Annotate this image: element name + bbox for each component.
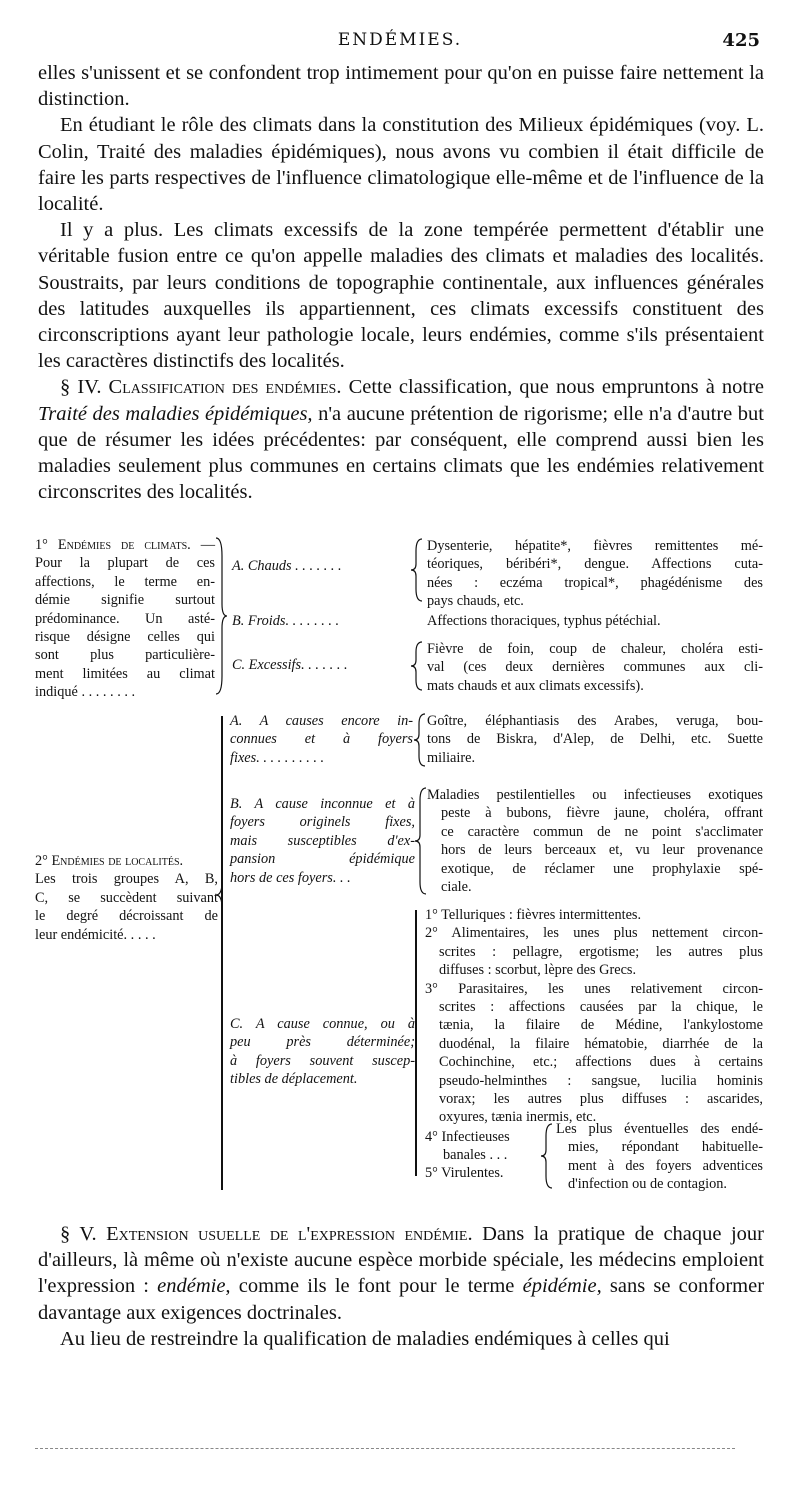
locality-c-note-brace [540,1122,554,1190]
section-4-heading: § IV. Classification des endémies. [60,376,342,399]
disease-line: miliaire. [427,749,476,766]
locality-c-brace-rule [415,910,417,1176]
body-text-bottom [38,1221,764,1352]
locality-b-diseases [427,786,763,896]
disease-line: 1° Telluriques : fièvres intermittentes. [425,907,642,923]
paragraph-3: Il y a plus. Les climats excessifs de la zone tempérée permettent d'établir une véritable fusion entre ce qu'on appelle maladies des climats et maladies des localités. Soustraits, par leurs conditions de topographie continentale, aux influences générales des latitudes auxquelles ils appartiennent, ces climats excessifs constituent des circonscriptions ayant leur pathologie locale, leurs endémies, comme s'ils présentaient les caractères distinctifs des localités. [38,219,764,373]
disease-line: Goître, éléphantiasis des Arabes, veruga, bou- [427,713,763,729]
group-2-brace-tip [214,880,224,910]
disease-line: tons de Biskra, d'Alep, de Delhi, etc. Suette [427,731,763,748]
disease-line: Fièvre de foin, coup de chaleur, choléra esti- [427,641,763,657]
group-1-line: démie signifie surtout [35,592,215,609]
note-line: ment à des foyers adventices [568,1157,763,1174]
section-5-italic-2: épidémie, [522,1275,602,1298]
paragraph-last: Au lieu de restreindre la qualification de maladies endémiques à celles qui [60,1327,670,1350]
paragraph-2: En étudiant le rôle des climats dans la constitution des Milieux épidémiques (voy. L. Colin, Traité des maladies épidémiques), nous avons vu combien il était difficile de faire les parts respectives de l'influence climatologique elle-même et de l'influence de la localité. [38,114,764,216]
paragraph-section-5 [38,1221,764,1326]
section-5-text-2: comme ils le font pour le terme [238,1275,515,1298]
section-4-title: Traité des maladies épidémiques, [38,402,313,425]
climate-excessive-diseases [427,640,763,695]
note-line: Les plus éventuelles des endé- [556,1121,763,1137]
section-5-italic-1: endémie, [157,1275,231,1298]
group-1-line: affections, le terme en- [35,573,215,590]
group-1-line: Pour la plupart de ces [35,555,215,572]
disease-line: Cochinchine, etc.; affections dues à certains [439,1054,763,1071]
header-title: ENDÉMIES. [337,30,463,50]
disease-line: hors de leurs berceaux et, vu leur provenance [441,842,763,859]
group-2-line: leur endémicité. . . . . [35,926,156,943]
group-1-line: sont plus particulière- [35,647,215,664]
body-text-top [38,60,764,505]
disease-line: nées : eczéma tropical*, phagédénisme des [427,574,763,591]
paragraph-1: elles s'unissent et se confondent trop intimement pour qu'on en puisse faire nettement la distinction. [38,62,764,111]
group-2-title: 2° Endémies de localités. [35,853,184,869]
locality-c-diseases [425,906,763,1127]
group-2-line: C, se succèdent suivant [35,889,218,906]
climate-hot-label: A. Chauds . . . . . . . [232,558,342,574]
climate-hot-brace [410,537,424,603]
locality-b-brace [414,786,428,896]
locality-a-brace [413,712,427,768]
locality-a-diseases [427,712,763,767]
running-header [0,30,800,54]
group-1-line: ment limitées au climat [35,665,215,682]
disease-line: peste à bubons, fièvre jaune, choléra, offrant [441,805,763,822]
section-4-text-a: Cette classification, que nous empruntons à notre [348,376,765,399]
disease-line: 3° Parasitaires, les unes relativement circon- [425,980,763,997]
disease-line: val (ces deux dernières communes aux cli- [427,659,763,676]
climate-excessive-brace [410,640,424,692]
climate-excessive-label: C. Excessifs. . . . . . . [232,657,348,673]
disease-line: diffuses : scorbut, lèpre des Grecs. [439,962,637,979]
section-5-heading: § V. Extension usuelle de l'expression endémie. [60,1223,473,1245]
disease-line: pseudo-helminthes : sangsue, lucilia hominis [439,1072,763,1089]
locality-c-label: C. A cause connue, ou à peu près déterminée; à foyers souvent suscep- tibles de déplacement. [230,1016,415,1088]
locality-c-note [556,1120,763,1194]
group-1-description [35,536,215,702]
note-line: d'infection ou de contagion. [568,1176,728,1193]
disease-line: vorax; les autres plus diffuses : ascarides, [439,1091,763,1108]
locality-c-item-4: 4° Infectieuses banales . . . [425,1129,510,1164]
note-line: mies, répondant habituelle- [568,1139,763,1156]
disease-line: scrites : affections causées par la chique, le [439,999,763,1016]
locality-b-label: B. A cause inconnue et à foyers originels fixes, mais susceptibles d'ex- pansion épidémique hors de ces foyers. . . [230,796,415,886]
disease-line: Maladies pestilentielles ou infectieuses exotiques [427,787,763,803]
disease-line: ce caractère commun de ne point s'acclimater [441,823,763,840]
group-2-brace-rule [221,716,223,1190]
group-1-line: risque désigne celles qui [35,629,215,646]
locality-c-item-5: 5° Virulentes. [425,1165,504,1181]
disease-line: tænia, la filaire de Médine, l'ankylostome [439,1017,763,1034]
page-number: 425 [722,30,760,51]
footer-dashed-line [35,1448,735,1449]
group-2-line: le degré décroissant de [35,908,218,925]
group-2-description [35,852,218,944]
disease-line: oxyures, tænia inermis, etc. [439,1109,597,1126]
section-5-text-1: Dans la pratique de chaque jour d'ailleurs, là même où n'existe aucune espèce morbide spéciale, les médecins emploient l'expression : [38,1223,764,1298]
climate-hot-diseases [427,537,763,611]
disease-line: Dysenterie, hépatite*, fièvres remittentes mé- [427,538,763,554]
section-4-text-b: n'a aucune prétention de rigorisme; elle n'a d'autre but que de résumer les idées précédentes: par conséquent, elle comprend aussi bien les maladies seulement plus communes en certains climats que les endémies relativement circonscrites des localités. [38,402,764,504]
disease-line: 2° Alimentaires, les unes plus nettement circon- [425,925,763,942]
disease-line: téoriques, béribéri*, dengue. Affections cuta- [427,556,763,573]
group-1-line: prédominance. Un asté- [35,610,215,627]
group-1-title: 1° Endémies de climats. — [35,537,215,553]
disease-line: scrites : pellagre, ergotisme; les autres plus [439,943,763,960]
paragraph-section-4 [38,374,764,505]
climate-cold-diseases: Affections thoraciques, typhus pétéchial. [427,613,661,629]
locality-a-label: A. A causes encore in- connues et à foyers fixes. . . . . . . . . . [230,713,413,766]
disease-line: pays chauds, etc. [427,593,524,610]
group-1-line: indiqué . . . . . . . . [35,684,136,701]
section-5-text-3: sans se conformer davantage aux exigences doctrinales. [38,1275,765,1324]
disease-line: ciale. [441,879,472,896]
climate-cold-label: B. Froids. . . . . . . . [232,613,340,629]
disease-line: duodénal, la filaire hématobie, diarrhée de la [439,1035,763,1052]
disease-line: mats chauds et aux climats excessifs). [427,677,644,694]
group-1-brace [214,536,228,696]
disease-line: exotique, de réclamer une prophylaxie spé- [441,860,763,877]
group-2-line: Les trois groupes A, B, [35,871,218,888]
